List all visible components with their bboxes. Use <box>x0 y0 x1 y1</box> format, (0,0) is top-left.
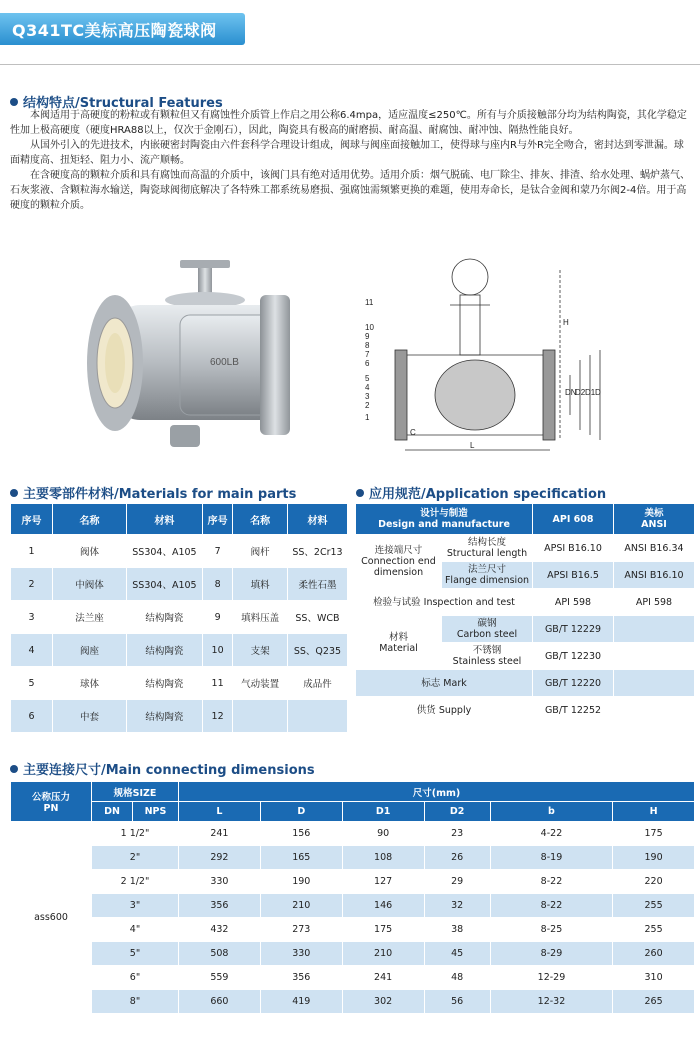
table-cell: 6 <box>11 700 53 733</box>
bullet-icon <box>10 765 18 773</box>
table-cell: 阀座 <box>53 634 127 667</box>
materials-table <box>10 503 348 733</box>
table-row <box>356 697 695 724</box>
table-cell: 29 <box>424 870 490 894</box>
table-row <box>11 601 348 634</box>
materials-heading: 主要零部件材料/Materials for main parts <box>10 483 296 502</box>
bullet-icon <box>356 489 364 497</box>
table-cell: 12-32 <box>490 990 612 1014</box>
dim-label: D1 <box>585 388 596 397</box>
table-cell: 气动装置 <box>233 667 288 700</box>
table-header-row <box>356 504 695 535</box>
paragraph: 在含硬度高的颗粒介质和具有腐蚀而高温的介质中，该阀门具有绝对适用优势。适用介质：烟气脱硫、电厂除尘、排灰、排渣、给水处理、蜗炉蒸气、石灰浆液、含颗粒海水输送，陶瓷球阀彻底解决了各特殊工都系统易磨损、强腐蚀需频繁更换的难题，使用寿命长，是钛合金阀和蒙乃尔阀2-4倍。用于高硬度的颗粒介质。 <box>10 170 690 211</box>
col-header: 材料 <box>127 504 203 535</box>
table-cell: 255 <box>613 894 695 918</box>
table-cell: 填料 <box>233 568 288 601</box>
table-cell: 柔性石墨 <box>287 568 347 601</box>
table-cell: SS、2Cr13 <box>287 535 347 568</box>
table-cell: API 598 <box>614 589 695 616</box>
table-cell: 260 <box>613 942 695 966</box>
bullet-icon <box>10 489 18 497</box>
col-header: DN <box>92 802 133 822</box>
table-cell: 38 <box>424 918 490 942</box>
table-cell: ANSI B16.34 <box>614 535 695 562</box>
table-row <box>11 667 348 700</box>
table-row <box>11 568 348 601</box>
table-cell: 7 <box>202 535 232 568</box>
table-cell: 4 <box>11 634 53 667</box>
valve-diagram <box>360 255 660 455</box>
table-cell: 356 <box>260 966 342 990</box>
table-cell <box>614 616 695 643</box>
table-cell: GB/T 12230 <box>533 643 614 670</box>
table-cell: 8-29 <box>490 942 612 966</box>
right-flange <box>260 295 290 435</box>
table-cell: 连接端尺寸 Connection end dimension <box>356 535 442 589</box>
col-header: b <box>490 802 612 822</box>
bullet-icon <box>10 98 18 106</box>
part-label: 8 <box>365 341 370 350</box>
table-cell: 4-22 <box>490 822 612 846</box>
table-cell: 508 <box>179 942 261 966</box>
table-header-row <box>11 802 695 822</box>
table-row <box>11 894 695 918</box>
top-flange <box>180 260 230 268</box>
table-cell: 法兰尺寸 Flange dimension <box>442 562 533 589</box>
table-cell: 5 <box>11 667 53 700</box>
table-cell: 32 <box>424 894 490 918</box>
table-cell: 结构陶瓷 <box>127 700 203 733</box>
table-cell: 材料 Material <box>356 616 442 670</box>
table-row <box>11 634 348 667</box>
table-cell: 结构陶瓷 <box>127 634 203 667</box>
part-label: 4 <box>365 383 370 392</box>
col-header: D1 <box>342 802 424 822</box>
table-cell: 419 <box>260 990 342 1014</box>
table-row <box>11 870 695 894</box>
col-header: 名称 <box>53 504 127 535</box>
part-label: 6 <box>365 359 370 368</box>
table-cell: 8-19 <box>490 846 612 870</box>
table-cell: 10 <box>202 634 232 667</box>
table-row <box>356 589 695 616</box>
paragraph: 从国外引入的先进技术，内嵌硬密封陶瓷由六件套科学合理设计组成，阀球与阀座面接触加工，使得球与座内R与外R完全吻合，密封达到零泄漏。球面精度高、扭矩轻、阻力小、流产顺畅。 <box>10 140 684 166</box>
dimensions-table <box>10 781 695 1014</box>
col-header: 序号 <box>202 504 232 535</box>
col-header: 名称 <box>233 504 288 535</box>
table-cell: 660 <box>179 990 261 1014</box>
col-header: API 608 <box>533 504 614 535</box>
table-cell: 2" <box>92 846 179 870</box>
table-cell: 292 <box>179 846 261 870</box>
body-marking: 600LB <box>210 357 239 368</box>
table-cell: GB/T 12220 <box>533 670 614 697</box>
table-cell: 8 <box>202 568 232 601</box>
dim-label: L <box>470 441 475 450</box>
table-row <box>356 616 695 643</box>
table-row <box>11 918 695 942</box>
table-cell: 碳钢 Carbon steel <box>442 616 533 643</box>
part-label: 10 <box>365 323 374 332</box>
table-cell: 156 <box>260 822 342 846</box>
table-cell: 190 <box>613 846 695 870</box>
table-cell: 中阀体 <box>53 568 127 601</box>
part-label: 7 <box>365 350 370 359</box>
table-cell: 356 <box>179 894 261 918</box>
table-cell: 273 <box>260 918 342 942</box>
col-header: D2 <box>424 802 490 822</box>
page-title: Q341TC美标高压陶瓷球阀 <box>12 21 217 40</box>
table-cell: 阀体 <box>53 535 127 568</box>
table-cell: 4" <box>92 918 179 942</box>
table-cell: 12-29 <box>490 966 612 990</box>
dim-label: C <box>410 428 416 437</box>
dim-label: DN <box>565 388 577 397</box>
part-label: 3 <box>365 392 370 401</box>
table-cell: 23 <box>424 822 490 846</box>
table-cell: APSI B16.5 <box>533 562 614 589</box>
table-cell: 5" <box>92 942 179 966</box>
table-cell: ANSI B16.10 <box>614 562 695 589</box>
table-cell: 310 <box>613 966 695 990</box>
col-header: 美标 ANSI <box>614 504 695 535</box>
table-cell: 175 <box>342 918 424 942</box>
table-cell: 108 <box>342 846 424 870</box>
table-cell: SS、Q235 <box>287 634 347 667</box>
col-header: D <box>260 802 342 822</box>
table-cell: 球体 <box>53 667 127 700</box>
table-row <box>11 990 695 1014</box>
bottom-boss <box>170 425 200 447</box>
table-cell <box>614 643 695 670</box>
table-cell: 供货 Supply <box>356 697 533 724</box>
table-cell: 241 <box>179 822 261 846</box>
structural-text <box>10 108 690 213</box>
table-header-row <box>11 504 348 535</box>
application-table <box>355 503 695 724</box>
table-cell <box>233 700 288 733</box>
table-cell: 3" <box>92 894 179 918</box>
table-cell: 检验与试验 Inspection and test <box>356 589 533 616</box>
table-cell: 432 <box>179 918 261 942</box>
table-cell: 3 <box>11 601 53 634</box>
table-cell: 302 <box>342 990 424 1014</box>
table-cell: 1 1/2" <box>92 822 179 846</box>
table-cell: 2 <box>11 568 53 601</box>
table-cell: 9 <box>202 601 232 634</box>
col-header: 公称压力 PN <box>11 782 92 822</box>
table-row <box>11 822 695 846</box>
table-cell: 8-22 <box>490 894 612 918</box>
part-label: 9 <box>365 332 370 341</box>
application-heading: 应用规范/Application specification <box>356 483 606 502</box>
table-cell: 1 <box>11 535 53 568</box>
dimensions-heading: 主要连接尺寸/Main connecting dimensions <box>10 759 315 778</box>
part-label: 1 <box>365 413 370 422</box>
table-cell: 559 <box>179 966 261 990</box>
table-row <box>356 535 695 562</box>
table-cell: GB/T 12229 <box>533 616 614 643</box>
table-header-row <box>11 782 695 802</box>
pn-cell: ass600 <box>11 822 92 1014</box>
col-header: 设计与制造 Design and manufacture <box>356 504 533 535</box>
table-cell: 8-25 <box>490 918 612 942</box>
table-cell: 中套 <box>53 700 127 733</box>
dim-label: D <box>595 388 601 397</box>
table-cell: 45 <box>424 942 490 966</box>
table-cell: 结构陶瓷 <box>127 667 203 700</box>
table-row <box>11 535 348 568</box>
dim-label: H <box>563 318 569 327</box>
table-cell: 11 <box>202 667 232 700</box>
table-cell: 90 <box>342 822 424 846</box>
table-cell: 结构陶瓷 <box>127 601 203 634</box>
paragraph: 本阀适用于高硬度的粉粒或有颗粒但又有腐蚀性介质管上作启之用公称6.4mpa，适应温度≤250℃。所有与介质接触部分均为结构陶瓷，其化学稳定性加上极高硬度（硬度HRA88以上，仅次于金刚石），因此，陶瓷具有极高的耐磨损、耐高温、耐腐蚀、耐冲蚀、隔热性能良好。 <box>10 110 687 136</box>
table-cell: 146 <box>342 894 424 918</box>
table-cell: 48 <box>424 966 490 990</box>
table-cell: 127 <box>342 870 424 894</box>
table-cell: 8-22 <box>490 870 612 894</box>
table-cell: 2 1/2" <box>92 870 179 894</box>
bore-inner <box>105 333 125 393</box>
table-cell: 175 <box>613 822 695 846</box>
table-cell: SS304、A105 <box>127 568 203 601</box>
stem-outline <box>460 295 480 355</box>
table-row <box>11 942 695 966</box>
table-cell: 12 <box>202 700 232 733</box>
part-label: 11 <box>365 298 374 307</box>
table-cell: APSI B16.10 <box>533 535 614 562</box>
col-header: 尺寸(mm) <box>179 782 695 802</box>
col-header: L <box>179 802 261 822</box>
table-cell: 330 <box>260 942 342 966</box>
valve-photo <box>70 255 330 455</box>
table-cell: 220 <box>613 870 695 894</box>
table-cell: 8" <box>92 990 179 1014</box>
table-cell <box>614 670 695 697</box>
table-cell: 26 <box>424 846 490 870</box>
divider <box>0 64 700 65</box>
table-cell: 6" <box>92 966 179 990</box>
table-cell: SS、WCB <box>287 601 347 634</box>
table-cell: 成品件 <box>287 667 347 700</box>
title-bar <box>0 13 245 45</box>
part-label: 5 <box>365 374 370 383</box>
structural-heading: 结构特点/Structural Features <box>10 92 223 111</box>
col-header: 规格SIZE <box>92 782 179 802</box>
table-cell: 结构长度 Structural length <box>442 535 533 562</box>
table-cell <box>287 700 347 733</box>
ball-outline <box>435 360 515 430</box>
table-cell: 190 <box>260 870 342 894</box>
part-label: 2 <box>365 401 370 410</box>
table-cell: 210 <box>342 942 424 966</box>
table-row <box>11 966 695 990</box>
table-cell: 255 <box>613 918 695 942</box>
table-cell: 填料压盖 <box>233 601 288 634</box>
table-cell: 241 <box>342 966 424 990</box>
table-cell: 265 <box>613 990 695 1014</box>
actuator-outline <box>452 259 488 295</box>
dim-label: D2 <box>575 388 586 397</box>
table-cell: 法兰座 <box>53 601 127 634</box>
table-cell: 330 <box>179 870 261 894</box>
table-cell: 165 <box>260 846 342 870</box>
table-cell: 210 <box>260 894 342 918</box>
table-cell: 56 <box>424 990 490 1014</box>
table-cell: 不锈钢 Stainless steel <box>442 643 533 670</box>
table-cell: 阀杆 <box>233 535 288 568</box>
table-cell <box>614 697 695 724</box>
col-header: 序号 <box>11 504 53 535</box>
table-cell: GB/T 12252 <box>533 697 614 724</box>
table-cell: SS304、A105 <box>127 535 203 568</box>
table-cell: API 598 <box>533 589 614 616</box>
col-header: NPS <box>133 802 179 822</box>
col-header: H <box>613 802 695 822</box>
table-cell: 支架 <box>233 634 288 667</box>
table-row <box>356 670 695 697</box>
col-header: 材料 <box>287 504 347 535</box>
table-row <box>11 700 348 733</box>
table-cell: 标志 Mark <box>356 670 533 697</box>
table-row <box>11 846 695 870</box>
